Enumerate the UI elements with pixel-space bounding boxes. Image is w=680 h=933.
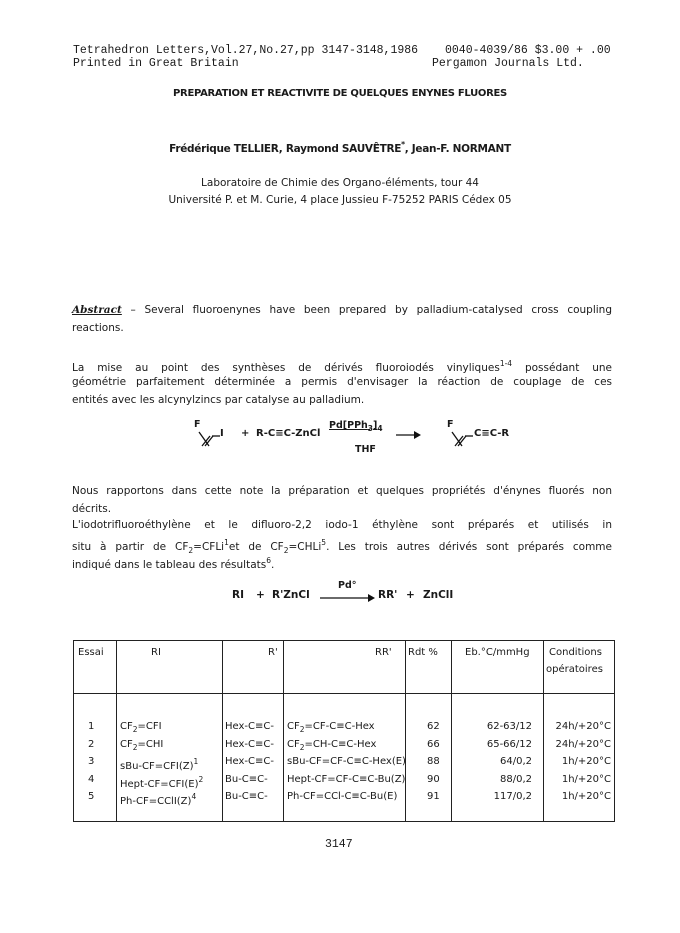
affiliation-line-2: Université P. et M. Curie, 4 place Jussieu F-75252 PARIS Cédex 05	[168, 194, 512, 206]
ri-b: =CHI	[137, 738, 164, 750]
table-cell: sBu-CF=CF-C≡C-Hex(E)	[287, 756, 406, 767]
table-cell: 91	[427, 791, 440, 802]
scheme1-solvent: THF	[355, 444, 376, 455]
p2-s2: 2	[283, 546, 289, 555]
para2-line-5	[72, 552, 612, 574]
paper-title: PREPARATION ET REACTIVITE DE QUELQUES ENYNES FLUORES	[173, 88, 507, 99]
ri-ref: 2	[198, 774, 204, 784]
scheme2-plus-1: +	[256, 589, 265, 601]
ri-a: Hept-CF=CFI(E)	[120, 778, 199, 790]
col-boiling-point	[455, 718, 532, 806]
journal-citation: Tetrahedron Letters,Vol.27,No.27,pp 3147-3148,1986	[73, 44, 419, 57]
table-cell: Bu-C≡C-	[225, 773, 268, 785]
scheme1-product: C≡C-R	[474, 428, 510, 439]
abstract-line-2: reactions.	[72, 322, 124, 334]
table-cell	[120, 788, 203, 806]
rr-b: =CH-C≡C-Hex	[304, 738, 377, 750]
scheme1-alkynylzinc: R-C≡C-ZnCl	[256, 428, 321, 439]
scheme1-arrow	[396, 430, 422, 440]
header-essai: Essai	[78, 647, 104, 658]
p2-a: situ à partir de CF	[72, 541, 189, 553]
ri-sub: 2	[132, 725, 138, 734]
p2-ref2: 5	[321, 538, 327, 547]
table-cell: Hept-CF=CF-C≡C-Bu(Z)	[287, 773, 406, 785]
table-cell: 1h/+20°C	[561, 756, 611, 767]
header-boiling-point: Eb.°C/mmHg	[465, 647, 530, 658]
issn-price: 0040-4039/86 $3.00 + .00	[445, 44, 611, 57]
table-cell: 24h/+20°C	[555, 738, 611, 750]
ri-a: sBu-CF=CFI(Z)	[120, 761, 194, 772]
para2-line-2: décrits.	[72, 503, 112, 515]
scheme1-catalyst	[329, 420, 383, 433]
header-yield: Rdt %	[408, 647, 438, 658]
header-rprime: R'	[268, 647, 278, 658]
publisher: Pergamon Journals Ltd.	[432, 57, 584, 70]
table-cell: 1h/+20°C	[561, 773, 611, 785]
catalyst-sub: 3	[367, 424, 374, 433]
table-cell: 1	[88, 721, 95, 732]
para1-line-3: entités avec les alcynylzincs par catalyse au palladium.	[72, 394, 365, 406]
rr-sub: 2	[299, 725, 305, 734]
scheme1-fluorine-1: F	[194, 419, 201, 430]
scheme1-plus: +	[241, 428, 250, 439]
rr-b: =CF-C≡C-Hex	[304, 721, 375, 732]
author-names-2: , Jean-F. NORMANT	[404, 143, 511, 155]
table-cell: Hex-C≡C-	[225, 738, 274, 750]
p2-c: et de CF	[228, 541, 284, 553]
table-cell: Hex-C≡C-	[225, 721, 274, 732]
para1-line-2: géométrie parfaitement déterminée a permis d'envisager la réaction de couplage de ces	[72, 376, 612, 388]
corresponding-star: *	[401, 140, 405, 149]
ri-ref: 4	[191, 792, 197, 801]
page-number: 3147	[325, 838, 353, 851]
header-conditions: Conditions	[549, 647, 602, 658]
table-cell: 88/0,2	[500, 773, 532, 785]
table-cell	[120, 753, 203, 771]
table-cell: 64/0,2	[500, 756, 532, 767]
ri-a: CF	[120, 721, 133, 732]
author-names: Frédérique TELLIER, Raymond SAUVÊTRE	[169, 143, 402, 155]
table-cell: 3	[88, 756, 95, 767]
p2-b: =CFLi	[193, 541, 225, 553]
scheme1-iodine: I	[220, 428, 224, 439]
col-ri	[120, 718, 203, 806]
catalyst-b: ]	[373, 420, 378, 431]
catalyst-a: Pd[PPh	[329, 420, 368, 431]
table-cell: 117/0,2	[493, 791, 532, 802]
scheme2-product: RR'	[378, 589, 398, 601]
table-cell: 62-63/12	[486, 721, 532, 732]
col-rprime	[225, 718, 274, 806]
scheme1-fluorine-2: F	[447, 419, 454, 430]
scheme2-organozinc: R'ZnCl	[272, 589, 310, 601]
table-cell: 66	[427, 738, 440, 750]
table-cell	[120, 736, 203, 754]
table-cell	[287, 718, 406, 736]
abstract-text: – Several fluoroenynes have been prepared by palladium-catalysed cross coupling	[121, 304, 612, 316]
abstract-line-1	[72, 301, 612, 319]
para1-ref: 1-4	[499, 359, 513, 368]
table-cell: 88	[427, 756, 440, 767]
table-cell: 4	[88, 773, 95, 785]
col-rr	[287, 718, 406, 806]
rr-a: CF	[287, 738, 300, 750]
para2-line-1: Nous rapportons dans cette note la préparation et quelques propriétés d'énynes fluorés non	[72, 485, 612, 497]
p2-ref1: 1	[224, 538, 229, 547]
table-cell: 62	[427, 721, 440, 732]
p2-d: =CHLi	[288, 541, 322, 553]
ri-b: =CFI	[137, 721, 162, 732]
col-conditions	[543, 718, 611, 806]
printed-in: Printed in Great Britain	[73, 57, 239, 70]
table-cell: 2	[88, 738, 95, 750]
scheme2-plus-2: +	[406, 589, 415, 601]
ri-a: Ph-CF=CClI(Z)	[120, 796, 192, 807]
table-cell	[287, 736, 406, 754]
header-rr: RR'	[375, 647, 392, 658]
scheme2-ri: RI	[232, 589, 244, 601]
table-cell	[120, 771, 203, 789]
affiliation-line-1: Laboratoire de Chimie des Organo-éléments, tour 44	[201, 177, 479, 189]
p2-ref3: 6	[266, 556, 272, 565]
table-cell: 65-66/12	[486, 738, 532, 750]
ri-ref: 1	[193, 757, 199, 766]
p2-e: . Les trois autres dérivés sont préparés comme	[326, 541, 612, 553]
authors	[0, 140, 680, 155]
p2-l5b: .	[271, 559, 275, 571]
header-ri: RI	[151, 647, 161, 658]
col-yield	[427, 718, 440, 806]
p2-l5a: indiqué dans le tableau des résultats	[72, 559, 267, 571]
table-cell: 24h/+20°C	[555, 721, 611, 732]
table-cell: Hex-C≡C-	[225, 756, 274, 767]
rr-a: CF	[287, 721, 300, 732]
col-essai	[88, 718, 94, 806]
table-cell: Ph-CF=CCl-C≡C-Bu(E)	[287, 791, 398, 802]
scheme2-arrow	[320, 593, 376, 603]
table-cell: 90	[427, 773, 440, 785]
scheme2-catalyst: Pd°	[338, 580, 357, 591]
para1-text-b: possédant une	[524, 362, 613, 374]
ri-a: CF	[120, 738, 133, 750]
table-cell	[120, 718, 203, 736]
ri-sub: 2	[132, 742, 138, 752]
header-conditions-2: opératoires	[546, 664, 603, 675]
p2-s1: 2	[188, 546, 194, 555]
catalyst-n: 4	[377, 424, 383, 433]
table-cell: 5	[88, 791, 95, 802]
scheme2-byproduct: ZnClI	[423, 589, 454, 601]
rr-sub: 2	[299, 742, 305, 752]
table-cell: 1h/+20°C	[561, 791, 611, 802]
table-cell: Bu-C≡C-	[225, 791, 268, 802]
para2-line-3: L'iodotrifluoroéthylène et le difluoro-2,2 iodo-1 éthylène sont préparés et utilisés in	[72, 519, 612, 531]
abstract-label: Abstract	[72, 304, 122, 316]
para1-text-a: La mise au point des synthèses de dérivés fluoroiodés vinyliques	[72, 362, 500, 374]
